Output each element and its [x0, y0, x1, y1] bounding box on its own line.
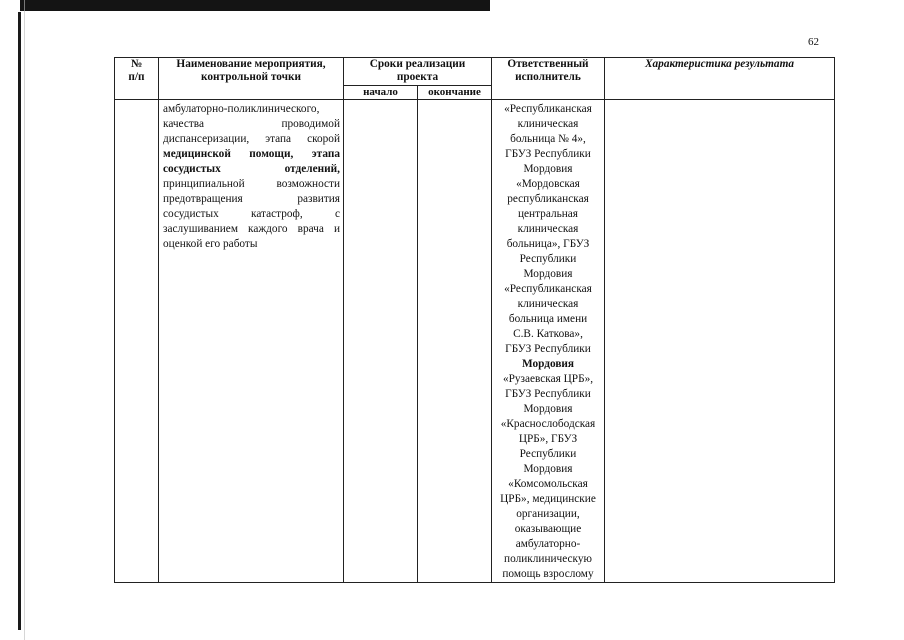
responsible-line: амбулаторно- — [515, 538, 581, 550]
responsible-line: «Комсомольская — [508, 478, 588, 490]
cell-end — [418, 100, 492, 583]
responsible-line: больница», ГБУЗ — [506, 238, 590, 250]
responsible-line: республиканская — [507, 193, 589, 205]
responsible-line: организации, — [516, 508, 580, 520]
header-end: окончание — [418, 86, 492, 100]
responsible-line: Республики — [519, 448, 577, 460]
responsible-line: Мордовия — [523, 163, 573, 175]
responsible-line: «Республиканская — [504, 283, 592, 295]
header-num — [115, 58, 159, 100]
table-row — [115, 100, 835, 583]
responsible-line: Мордовия — [523, 268, 573, 280]
responsible-line: «Республиканская — [504, 103, 592, 115]
table-header-row — [115, 58, 835, 86]
header-start: начало — [344, 86, 418, 100]
responsible-line: С.В. Каткова», — [513, 328, 583, 340]
header-responsible — [492, 58, 605, 100]
activity-line: принципиальной возможности — [163, 178, 340, 190]
cell-result — [605, 100, 835, 583]
responsible-line: Мордовия — [523, 403, 573, 415]
responsible-line: больница № 4», — [510, 133, 586, 145]
cell-num — [115, 100, 159, 583]
responsible-line: «Рузаевская ЦРБ», — [502, 373, 594, 385]
responsible-line: ЦРБ», ГБУЗ — [518, 433, 578, 445]
activity-line: амбулаторно-поликлинического, — [163, 103, 320, 115]
activity-line: медицинской помощи, этапа — [163, 148, 340, 160]
activity-line: оценкой его работы — [163, 238, 258, 250]
header-terms-line2: проекта — [396, 71, 439, 83]
header-name-line1: Наименование мероприятия, — [176, 58, 326, 70]
cell-activity — [159, 100, 344, 583]
responsible-line: ЦРБ», медицинские — [500, 493, 596, 505]
responsible-line: клиническая — [517, 223, 579, 235]
responsible-line: помощь взрослому — [502, 568, 594, 580]
responsible-line: ГБУЗ Республики — [505, 388, 591, 400]
header-name-line2: контрольной точки — [201, 71, 301, 83]
cell-start — [344, 100, 418, 583]
activity-line: сосудистых катастроф, с — [163, 208, 340, 220]
header-responsible-line1: Ответственный — [507, 58, 589, 70]
responsible-line: Мордовия — [521, 358, 575, 370]
activity-line: диспансеризации, этапа скорой — [163, 133, 340, 145]
header-terms-line1: Сроки реализации — [369, 58, 466, 70]
scan-edge-left — [18, 12, 21, 630]
responsible-line: ГБУЗ Республики — [505, 343, 591, 355]
activity-line: заслушиванием каждого врача и — [163, 223, 340, 235]
responsible-line: клиническая — [517, 298, 579, 310]
activity-line: предотвращения развития — [163, 193, 340, 205]
header-result: Характеристика результата — [605, 58, 835, 100]
responsible-line: Мордовия — [523, 463, 573, 475]
responsible-line: Республики — [519, 253, 577, 265]
responsible-line: клиническая — [517, 118, 579, 130]
header-name — [159, 58, 344, 100]
responsible-line: оказывающие — [514, 523, 582, 535]
responsible-line: центральная — [518, 208, 578, 220]
scan-edge-top — [20, 0, 490, 11]
responsible-line: ГБУЗ Республики — [505, 148, 591, 160]
responsible-line: больница имени — [508, 313, 588, 325]
cell-responsible — [492, 100, 605, 583]
header-num-line1: № — [130, 58, 143, 70]
header-responsible-line2: исполнитель — [515, 71, 581, 83]
header-terms — [344, 58, 492, 86]
activity-table — [114, 57, 835, 583]
page-number: 62 — [808, 36, 819, 48]
activity-line: качества проводимой — [163, 118, 340, 130]
responsible-line: «Мордовская — [516, 178, 580, 190]
responsible-line: поликлиническую — [504, 553, 592, 565]
responsible-line: «Краснослободская — [500, 418, 596, 430]
header-num-line2: п/п — [128, 71, 145, 83]
scan-edge-left-faint — [24, 0, 25, 640]
activity-line: сосудистых отделений, — [163, 163, 340, 175]
